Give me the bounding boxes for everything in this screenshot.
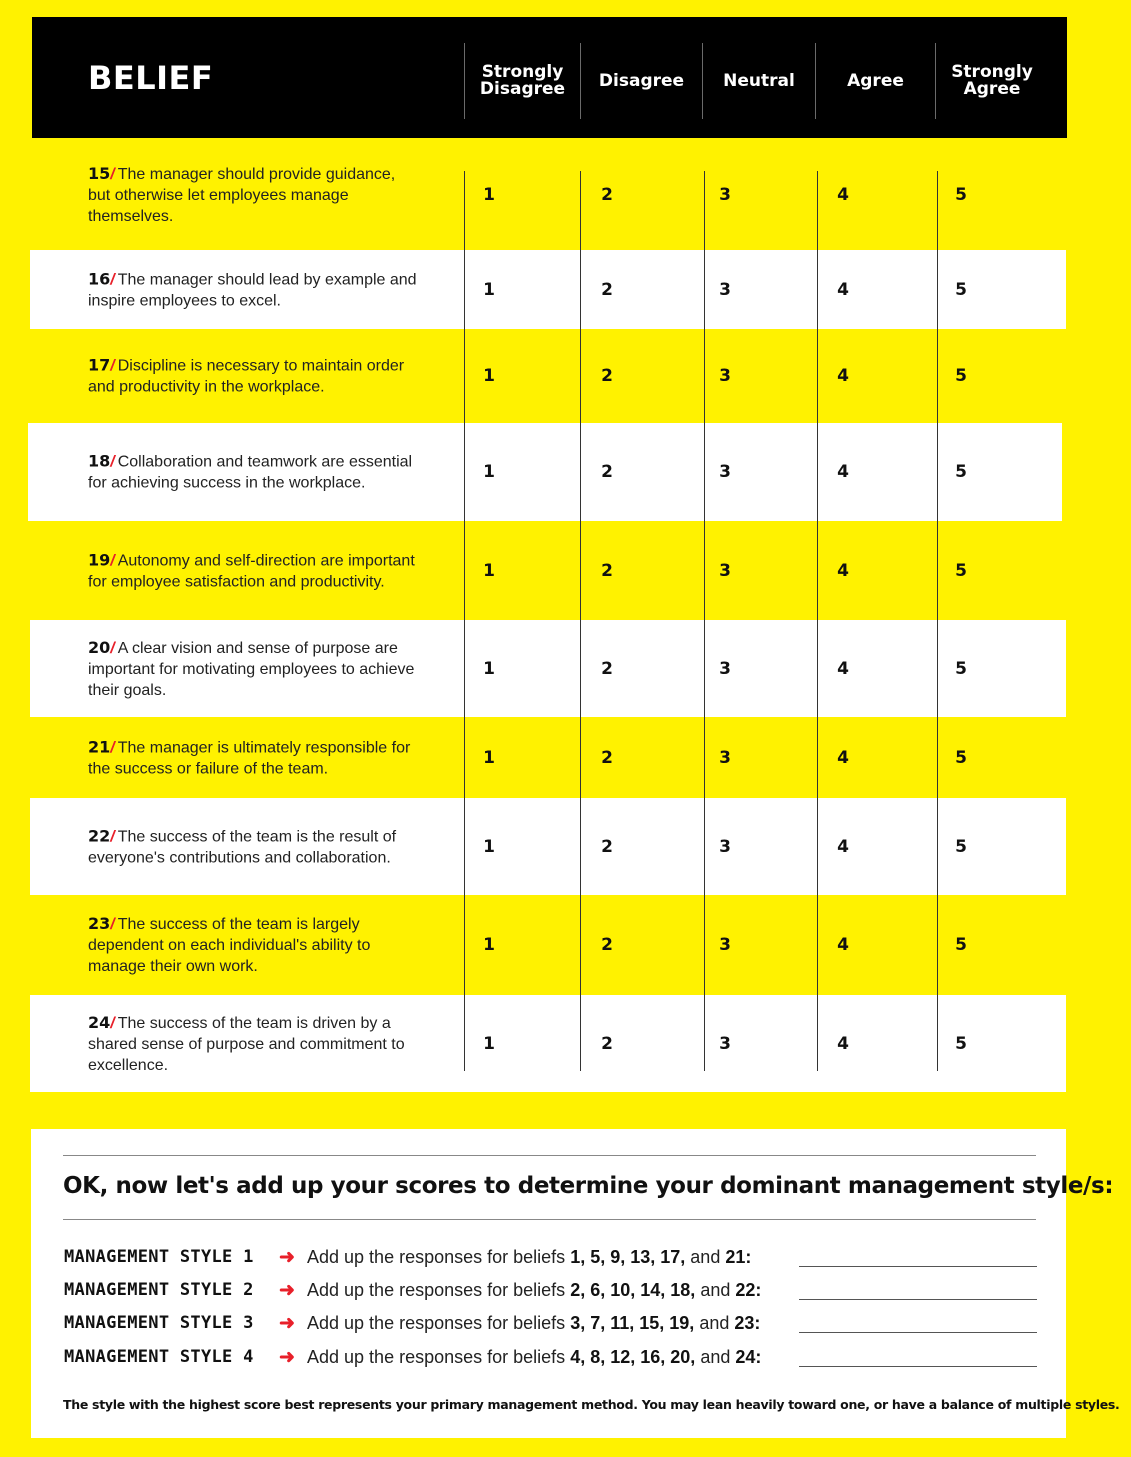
score-option-strongly-disagree[interactable]: 1 (483, 1033, 495, 1054)
belief-list: 2, 6, 10, 14, 18, (570, 1280, 696, 1300)
belief-text: The manager should provide guidance, but otherwise let employees manage themselves. (88, 165, 396, 225)
management-style-3 (64, 1313, 1037, 1337)
score-option-neutral[interactable]: 3 (719, 560, 731, 581)
score-option-neutral[interactable]: 3 (719, 279, 731, 300)
score-option-strongly-agree[interactable]: 5 (955, 836, 967, 857)
score-option-disagree[interactable]: 2 (601, 836, 613, 857)
score-option-agree[interactable]: 4 (837, 462, 849, 482)
column-divider (817, 171, 818, 1071)
style-label: MANAGEMENT STYLE 4 (64, 1347, 254, 1367)
score-option-strongly-disagree[interactable]: 1 (483, 658, 495, 679)
belief-statement (88, 913, 418, 977)
score-option-strongly-agree[interactable]: 5 (955, 560, 967, 581)
footnote: The style with the highest score best represents your primary management method. You may lean heavily toward one, or have a balance of multiple styles. (63, 1397, 1120, 1412)
score-option-disagree[interactable]: 2 (601, 1033, 613, 1054)
belief-statement (88, 355, 418, 398)
belief-statement (88, 736, 418, 779)
belief-row-17 (30, 329, 1066, 423)
score-option-strongly-agree[interactable]: 5 (955, 366, 967, 386)
belief-row-16 (30, 250, 1066, 329)
summary-title: OK, now let's add up your scores to determine your dominant management style/s: (63, 1173, 1114, 1199)
score-option-strongly-agree[interactable]: 5 (955, 747, 967, 768)
score-option-disagree[interactable]: 2 (601, 935, 613, 955)
arrow-right-icon: ➜ (279, 1347, 295, 1368)
column-header-neutral: Neutral (723, 70, 795, 91)
last-belief: 21: (725, 1247, 752, 1267)
belief-number: 16 (88, 269, 111, 288)
belief-number: 20 (88, 637, 111, 657)
score-option-strongly-agree[interactable]: 5 (955, 658, 967, 679)
score-option-neutral[interactable]: 3 (719, 747, 731, 768)
score-option-neutral[interactable]: 3 (719, 462, 731, 482)
score-option-strongly-disagree[interactable]: 1 (483, 747, 495, 768)
score-option-strongly-agree[interactable]: 5 (955, 1033, 967, 1054)
divider (63, 1155, 1036, 1156)
score-option-neutral[interactable]: 3 (719, 366, 731, 386)
slash-icon: / (110, 165, 115, 183)
belief-row-18 (28, 423, 1062, 521)
belief-number: 15 (88, 163, 111, 183)
slash-icon: / (110, 828, 115, 845)
belief-text: The success of the team is largely dependent on each individual's ability to manage their own work. (88, 916, 371, 975)
belief-statement (88, 268, 418, 311)
belief-number: 23 (88, 914, 111, 933)
style-instruction (307, 1247, 751, 1268)
score-option-disagree[interactable]: 2 (601, 560, 613, 581)
score-option-neutral[interactable]: 3 (719, 184, 731, 205)
score-option-disagree[interactable]: 2 (601, 366, 613, 386)
score-option-neutral[interactable]: 3 (719, 658, 731, 679)
instruction-text: Add up the responses for beliefs (307, 1247, 566, 1267)
instruction-text: Add up the responses for beliefs (307, 1313, 566, 1333)
last-belief: 24: (735, 1347, 762, 1367)
divider (63, 1219, 1036, 1220)
belief-statement (88, 825, 418, 868)
belief-row-20 (30, 620, 1066, 717)
score-summary-panel (31, 1129, 1120, 1438)
style-instruction (307, 1347, 761, 1368)
belief-text: The manager is ultimately responsible for the success or failure of the team. (88, 739, 411, 777)
belief-row-24 (30, 995, 1066, 1092)
management-style-1 (64, 1247, 1037, 1271)
column-header-disagree: Disagree (598, 70, 685, 91)
column-divider (937, 171, 938, 1071)
belief-number: 19 (88, 550, 111, 569)
and-text: and (700, 1347, 731, 1367)
style-label: MANAGEMENT STYLE 1 (64, 1247, 254, 1267)
score-option-agree[interactable]: 4 (837, 366, 849, 386)
score-option-strongly-disagree[interactable]: 1 (483, 279, 495, 300)
belief-number: 22 (88, 826, 111, 845)
belief-text: Discipline is necessary to maintain order and productivity in the workplace. (88, 357, 405, 396)
score-option-strongly-agree[interactable]: 5 (955, 935, 967, 955)
belief-row-23 (30, 895, 1066, 995)
score-option-neutral[interactable]: 3 (719, 836, 731, 857)
score-option-agree[interactable]: 4 (837, 184, 849, 205)
slash-icon: / (110, 1014, 115, 1032)
score-option-strongly-agree[interactable]: 5 (955, 462, 967, 482)
score-option-disagree[interactable]: 2 (601, 279, 613, 300)
belief-text: The manager should lead by example and inspire employees to excel. (88, 271, 417, 309)
management-style-2 (64, 1280, 1037, 1304)
score-option-strongly-disagree[interactable]: 1 (483, 366, 495, 386)
style-instruction (307, 1280, 761, 1301)
belief-number: 18 (88, 451, 111, 471)
score-option-strongly-agree[interactable]: 5 (955, 184, 967, 205)
score-option-strongly-disagree[interactable]: 1 (483, 836, 495, 857)
belief-row-19 (30, 521, 1066, 620)
belief-text: Collaboration and teamwork are essential for achieving success in the workplace. (88, 453, 413, 492)
slash-icon: / (110, 916, 115, 933)
score-option-neutral[interactable]: 3 (719, 1033, 731, 1054)
and-text: and (700, 1280, 731, 1300)
and-text: and (690, 1247, 721, 1267)
column-divider (464, 171, 465, 1071)
score-option-agree[interactable]: 4 (837, 279, 849, 300)
score-option-disagree[interactable]: 2 (601, 462, 613, 482)
belief-text: The success of the team is the result of everyone's contributions and collaboration. (88, 828, 397, 866)
score-option-disagree[interactable]: 2 (601, 658, 613, 679)
slash-icon: / (110, 453, 115, 471)
management-style-4 (64, 1347, 1037, 1371)
belief-text: The success of the team is driven by a shared sense of purpose and commitment to excellence. (88, 1014, 405, 1074)
score-option-disagree[interactable]: 2 (601, 184, 613, 205)
column-header-agree: Agree (847, 70, 904, 91)
score-option-agree[interactable]: 4 (837, 935, 849, 955)
belief-statement (88, 549, 418, 592)
score-option-strongly-agree[interactable]: 5 (955, 279, 967, 300)
column-header-strongly-disagree: Strongly Disagree (479, 62, 566, 99)
score-option-strongly-disagree[interactable]: 1 (483, 560, 495, 581)
score-option-strongly-disagree[interactable]: 1 (483, 935, 495, 955)
belief-list: 4, 8, 12, 16, 20, (570, 1347, 696, 1367)
slash-icon: / (110, 739, 115, 756)
arrow-right-icon: ➜ (279, 1247, 295, 1268)
belief-list: 3, 7, 11, 15, 19, (570, 1313, 695, 1333)
score-answer-line[interactable] (799, 1366, 1037, 1367)
belief-row-21 (30, 717, 1066, 798)
score-answer-line[interactable] (799, 1332, 1037, 1333)
column-divider (580, 171, 581, 1071)
instruction-text: Add up the responses for beliefs (307, 1280, 566, 1300)
slash-icon: / (110, 271, 115, 288)
belief-row-22 (30, 798, 1066, 895)
belief-number: 17 (88, 355, 111, 375)
arrow-right-icon: ➜ (279, 1313, 295, 1334)
belief-statement (88, 451, 418, 494)
belief-text: A clear vision and sense of purpose are important for motivating employees to achieve their goals. (88, 639, 415, 699)
belief-text: Autonomy and self-direction are important for employee satisfaction and productivity. (88, 552, 415, 590)
style-label: MANAGEMENT STYLE 3 (64, 1313, 254, 1333)
score-option-agree[interactable]: 4 (837, 1033, 849, 1054)
and-text: and (699, 1313, 730, 1333)
belief-statement (88, 1012, 418, 1076)
arrow-right-icon: ➜ (279, 1280, 295, 1301)
column-divider (704, 171, 705, 1071)
last-belief: 23: (734, 1313, 761, 1333)
style-instruction (307, 1313, 760, 1334)
belief-column-title: BELIEF (88, 59, 214, 97)
last-belief: 22: (735, 1280, 762, 1300)
belief-statement (88, 163, 418, 227)
score-option-disagree[interactable]: 2 (601, 747, 613, 768)
belief-row-15 (30, 139, 1066, 250)
score-answer-line[interactable] (799, 1299, 1037, 1300)
score-option-agree[interactable]: 4 (837, 658, 849, 679)
score-option-strongly-disagree[interactable]: 1 (483, 462, 495, 482)
slash-icon: / (110, 552, 115, 569)
belief-number: 24 (88, 1012, 111, 1032)
column-header-strongly-agree: Strongly Agree (951, 62, 1033, 99)
instruction-text: Add up the responses for beliefs (307, 1347, 566, 1367)
score-option-agree[interactable]: 4 (837, 560, 849, 581)
score-option-strongly-disagree[interactable]: 1 (483, 184, 495, 205)
score-option-agree[interactable]: 4 (837, 836, 849, 857)
slash-icon: / (110, 639, 115, 657)
slash-icon: / (110, 357, 115, 375)
score-answer-line[interactable] (799, 1266, 1037, 1267)
belief-list: 1, 5, 9, 13, 17, (570, 1247, 686, 1267)
belief-statement (88, 637, 418, 701)
score-option-agree[interactable]: 4 (837, 747, 849, 768)
table-header (32, 17, 1067, 138)
belief-number: 21 (88, 737, 111, 756)
style-label: MANAGEMENT STYLE 2 (64, 1280, 254, 1300)
score-option-neutral[interactable]: 3 (719, 935, 731, 955)
